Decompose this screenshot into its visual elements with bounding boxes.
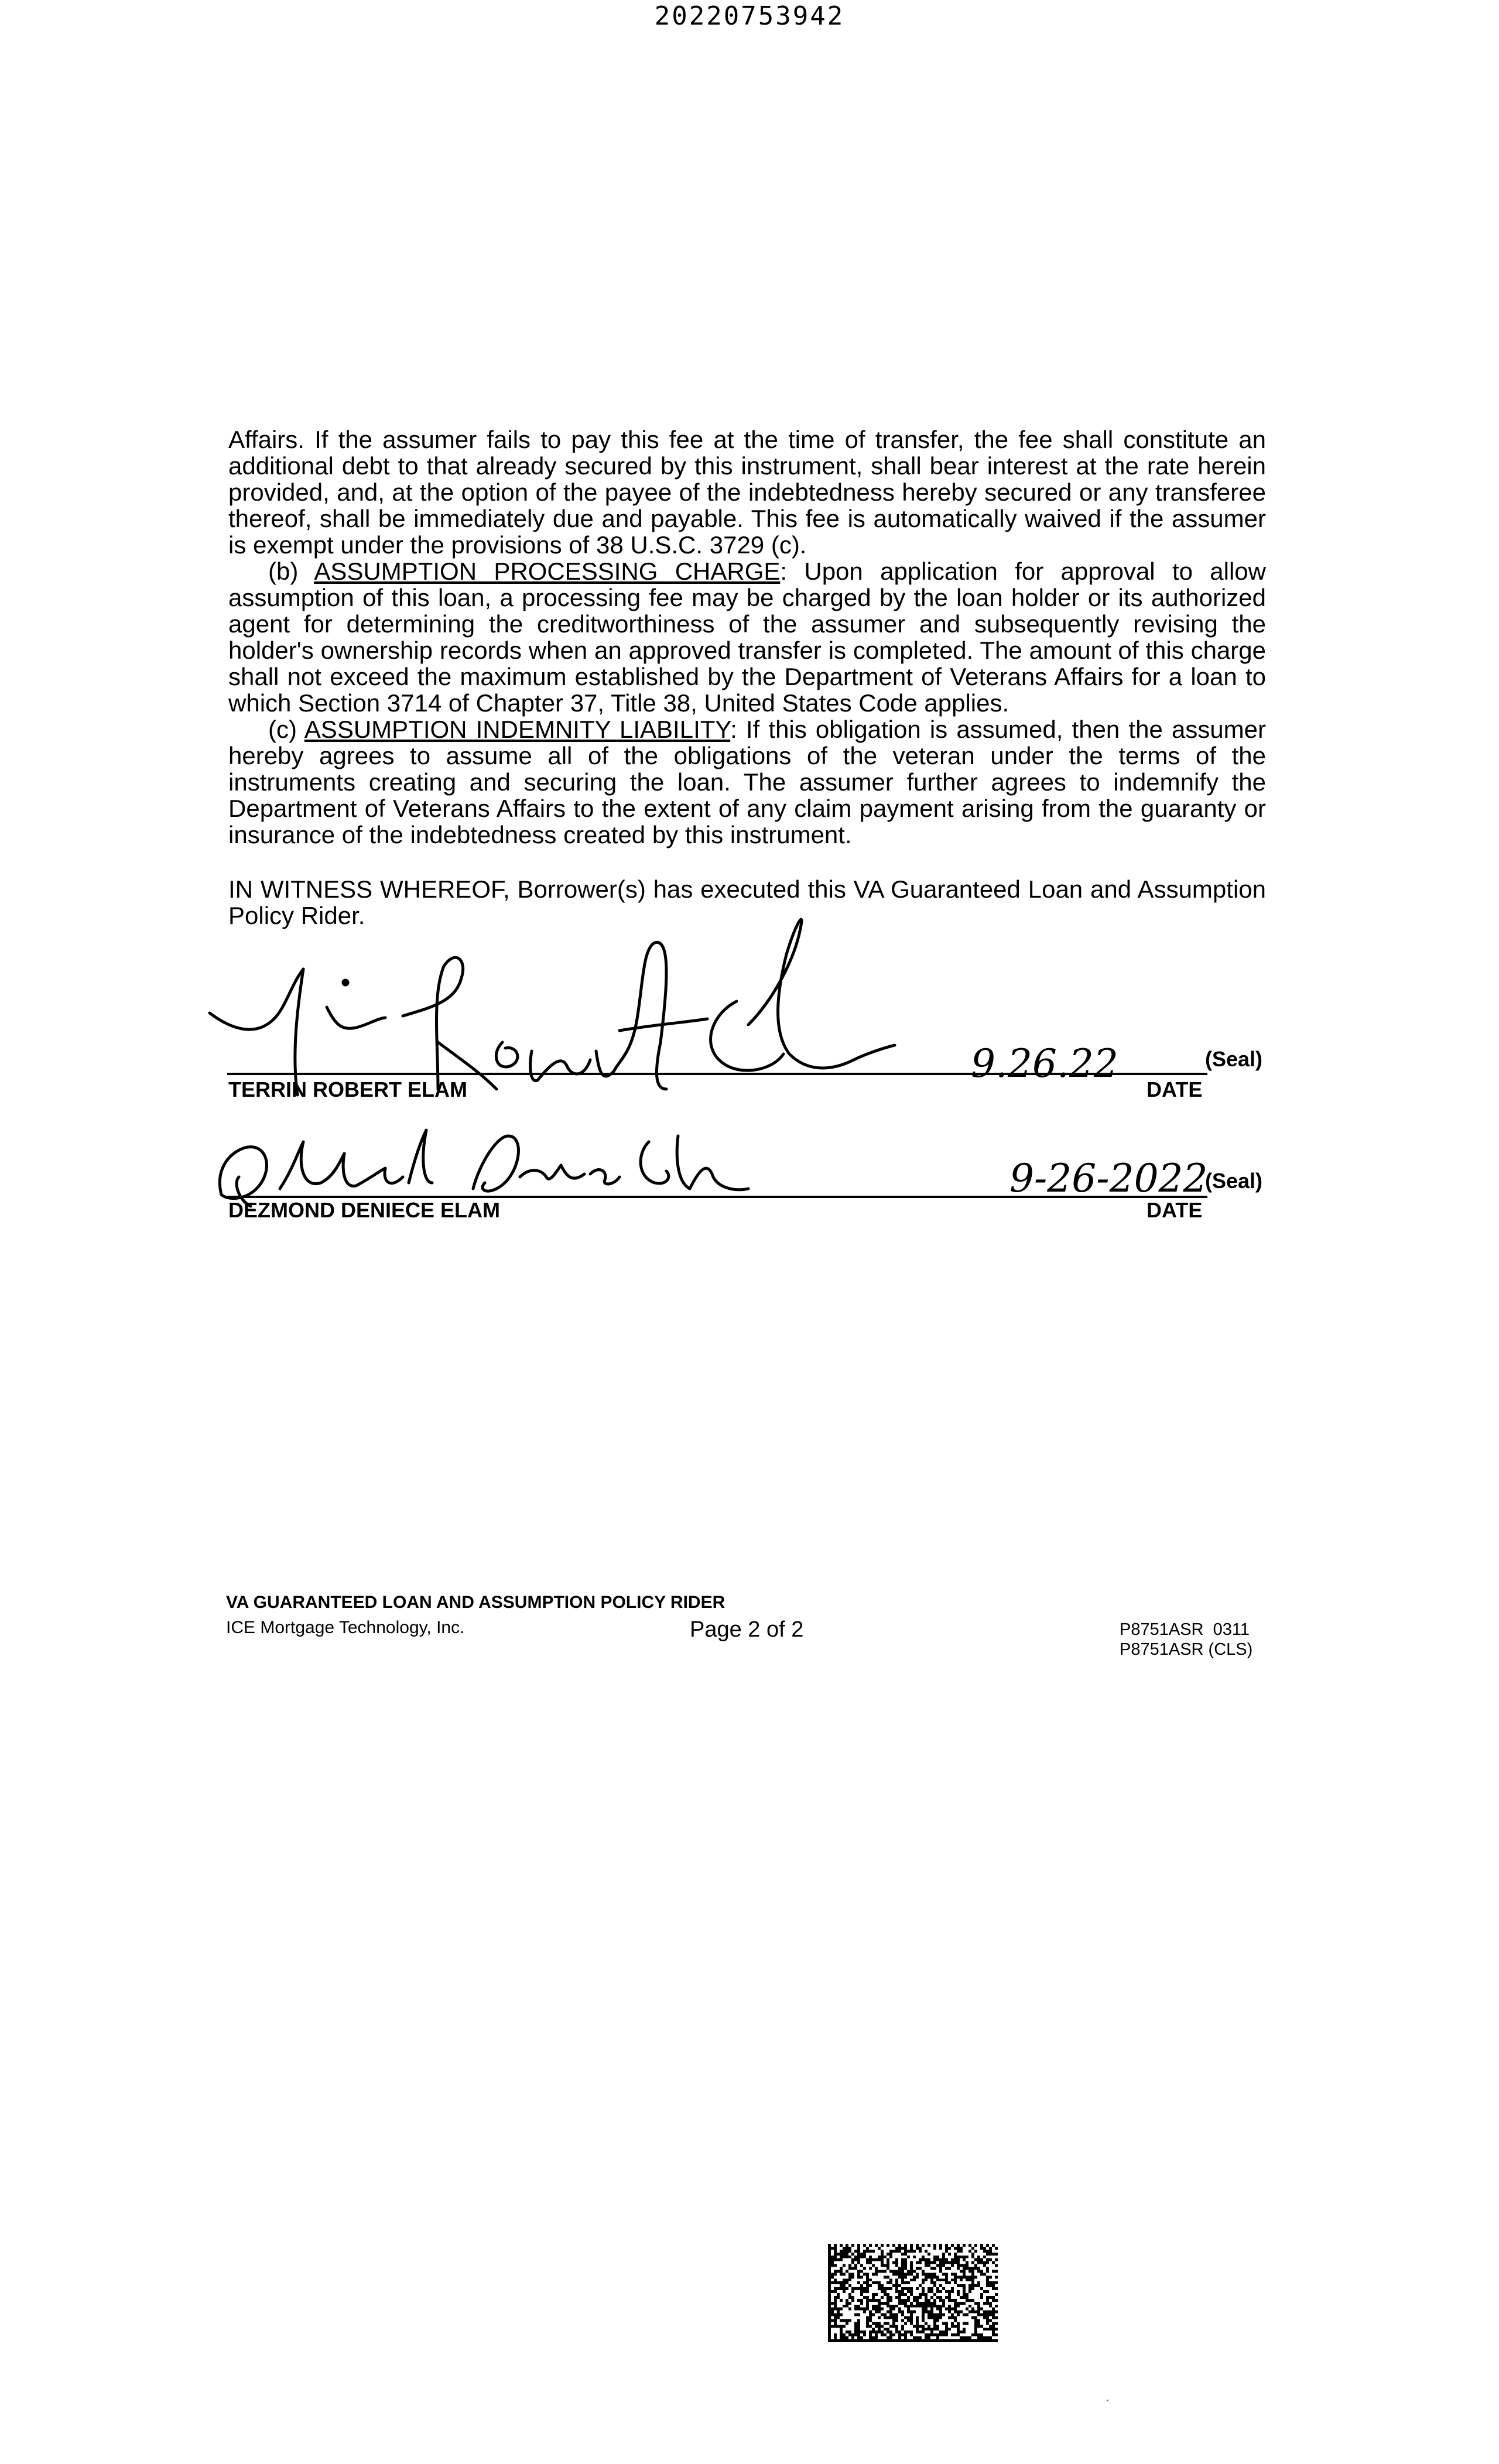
footer-form-codes	[1120, 1620, 1252, 1659]
paragraph-b-text: : Upon application for approval to allow assumption of this loan, a processing fee may be charged by the loan holder or its authorized agent for determining the creditworthiness of the assumer and subsequently revising the holder's ownership records when an approved transfer is completed. The amount of this charge shall not exceed the maximum established by the Department of Veterans Affairs for a loan to which Section 3714 of Chapter 37, Title 38, United States Code applies.	[228, 557, 1266, 717]
signature-2-date-value: 9-26-2022	[1009, 1156, 1208, 1201]
signature-block-2	[227, 1124, 1267, 1241]
signature-1-line	[227, 1073, 1207, 1075]
scan-speck	[1107, 2400, 1108, 2401]
signature-1-seal: (Seal)	[1205, 1047, 1263, 1071]
signature-2-seal: (Seal)	[1205, 1169, 1263, 1193]
paragraph-c-prefix: (c)	[268, 716, 304, 743]
2d-barcode-icon	[828, 2244, 998, 2342]
paragraph-c-heading: ASSUMPTION INDEMNITY LIABILITY	[304, 716, 731, 743]
document-number: 20220753942	[654, 1, 845, 31]
signature-1-date-label: DATE	[1147, 1077, 1203, 1101]
footer-code-line-1: P8751ASR 0311	[1120, 1620, 1250, 1639]
footer-page-number: Page 2 of 2	[690, 1617, 804, 1642]
footer-code-line-2: P8751ASR (CLS)	[1120, 1640, 1253, 1659]
signature-2-date-label: DATE	[1147, 1198, 1203, 1222]
paragraph-c-text: : If this obligation is assumed, then the assumer hereby agrees to assume all of the obligations of the veteran under the terms of the instruments creating and securing the loan. The assumer further agrees to indemnify the Department of Veterans Affairs to the extent of any claim payment arising from the guaranty or insurance of the indebtedness created by this instrument.	[228, 716, 1266, 848]
signature-2-name: DEZMOND DENIECE ELAM	[228, 1198, 501, 1222]
signature-1-date-value: 9.26.22	[971, 1041, 1118, 1086]
paragraph-b	[228, 558, 1266, 716]
footer-form-title: VA GUARANTEED LOAN AND ASSUMPTION POLICY RIDER	[226, 1593, 725, 1612]
paragraph-intro: Affairs. If the assumer fails to pay this fee at the time of transfer, the fee shall constitute an additional debt to that already secured by this instrument, shall bear interest at the rate herein provided, and, at the option of the payee of the indebtedness hereby secured or any transferee thereof, shall be immediately due and payable. This fee is automatically waived if the assumer is exempt under the provisions of 38 U.S.C. 3729 (c).	[228, 426, 1266, 559]
witness-clause: IN WITNESS WHEREOF, Borrower(s) has executed this VA Guaranteed Loan and Assumption Policy Rider.	[228, 875, 1266, 929]
footer-company: ICE Mortgage Technology, Inc.	[226, 1618, 465, 1637]
signature-1-name: TERRIN ROBERT ELAM	[228, 1077, 467, 1101]
paragraph-b-heading: ASSUMPTION PROCESSING CHARGE	[314, 557, 781, 585]
rider-body	[228, 426, 1266, 848]
paragraph-c	[228, 716, 1266, 848]
paragraph-b-prefix: (b)	[268, 557, 314, 585]
